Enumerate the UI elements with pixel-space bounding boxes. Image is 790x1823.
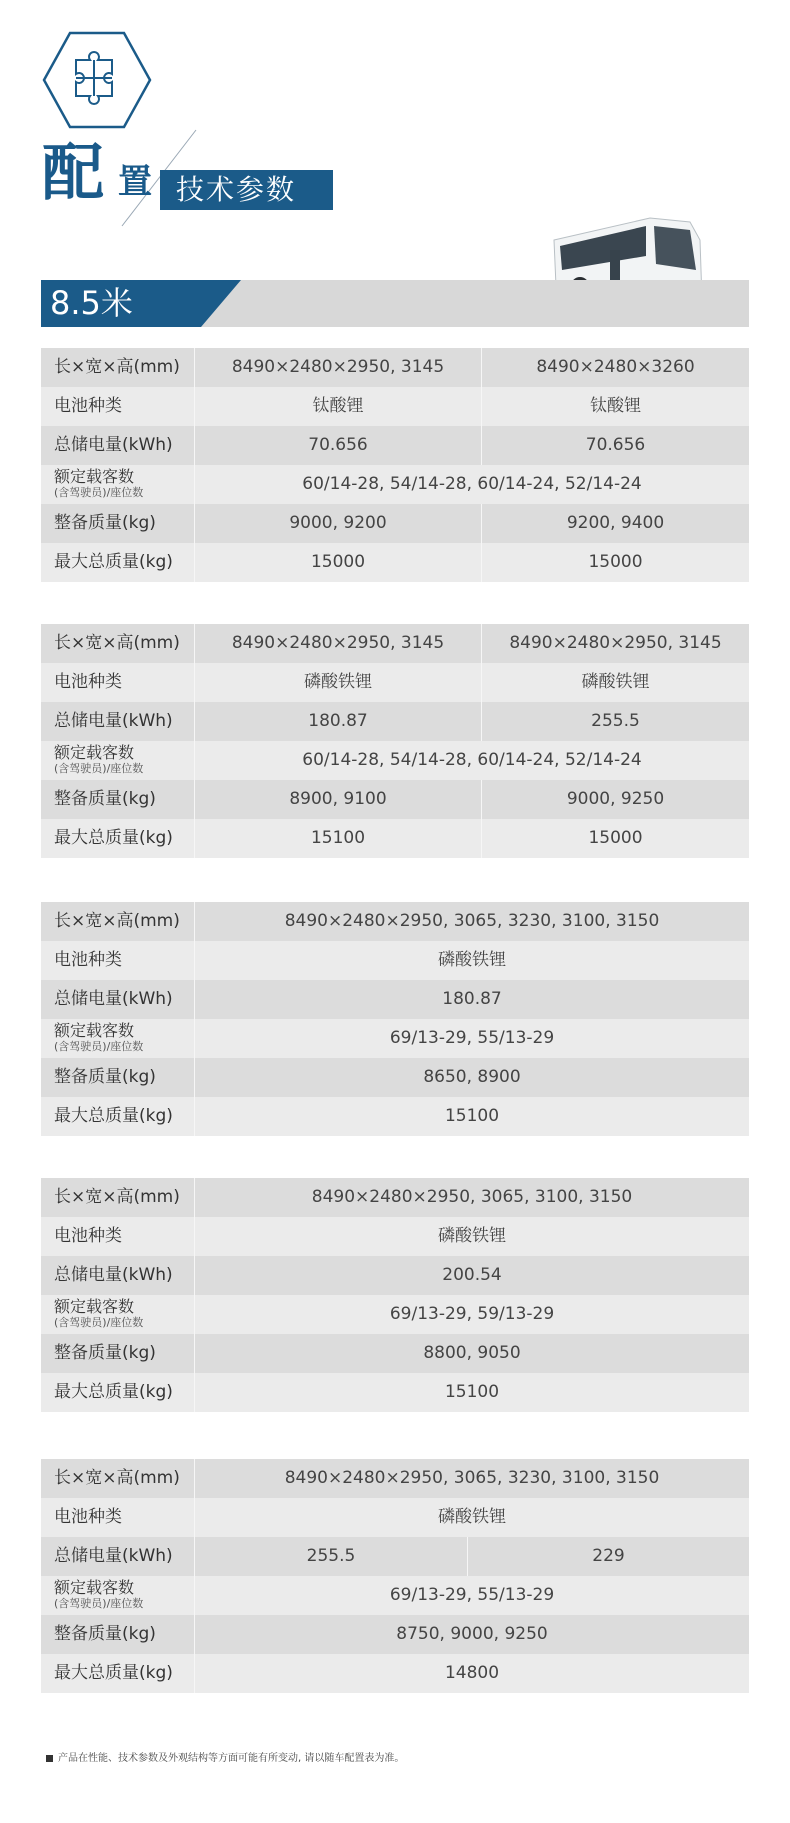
spec-table-2 bbox=[41, 624, 749, 858]
table-row bbox=[41, 624, 749, 663]
table-row bbox=[41, 819, 749, 858]
row-label: 电池种类 bbox=[41, 1217, 195, 1256]
row-label: 长×宽×高(mm) bbox=[41, 1178, 195, 1217]
row-label: 电池种类 bbox=[41, 387, 195, 426]
table-row bbox=[41, 465, 749, 504]
row-label: 电池种类 bbox=[41, 663, 195, 702]
row-label: 最大总质量(kg) bbox=[41, 1373, 195, 1412]
bullet-square-icon bbox=[46, 1755, 53, 1762]
row-label: 电池种类 bbox=[41, 1498, 195, 1537]
table-row bbox=[41, 1334, 749, 1373]
row-value: 15000 bbox=[481, 819, 749, 858]
row-label: 整备质量(kg) bbox=[41, 1615, 195, 1654]
table-row bbox=[41, 426, 749, 465]
row-value: 255.5 bbox=[306, 1546, 356, 1566]
table-row bbox=[41, 1256, 749, 1295]
row-value: 15100 bbox=[444, 1382, 500, 1402]
row-value: 15100 bbox=[444, 1106, 500, 1126]
title-main: 配 bbox=[42, 136, 101, 209]
row-value: 8490×2480×2950, 3065, 3230, 3100, 3150 bbox=[284, 911, 660, 931]
row-value: 180.87 bbox=[308, 711, 368, 731]
row-value: 14800 bbox=[444, 1663, 500, 1683]
row-value: 70.656 bbox=[481, 426, 749, 465]
row-value: 9000, 9200 bbox=[289, 513, 387, 533]
row-value: 15000 bbox=[310, 552, 366, 572]
row-label bbox=[41, 741, 195, 780]
row-value: 200.54 bbox=[442, 1265, 502, 1285]
row-label: 总储电量(kWh) bbox=[41, 1256, 195, 1295]
spec-table-4 bbox=[41, 1178, 749, 1412]
table-row bbox=[41, 941, 749, 980]
puzzle-hexagon-icon bbox=[42, 30, 152, 130]
row-label: 电池种类 bbox=[41, 941, 195, 980]
row-label-main: 额定载客数 bbox=[54, 743, 135, 762]
table-row bbox=[41, 702, 749, 741]
row-label: 长×宽×高(mm) bbox=[41, 348, 195, 387]
row-value: 磷酸铁锂 bbox=[304, 672, 372, 692]
footnote-text: 产品在性能、技术参数及外观结构等方面可能有所变动, 请以随车配置表为准。 bbox=[58, 1753, 405, 1764]
row-value: 钛酸锂 bbox=[481, 387, 749, 426]
table-row bbox=[41, 1615, 749, 1654]
row-value: 229 bbox=[467, 1537, 749, 1576]
row-value: 9000, 9250 bbox=[481, 780, 749, 819]
row-value: 60/14-28, 54/14-28, 60/14-24, 52/14-24 bbox=[302, 474, 642, 494]
table-row bbox=[41, 980, 749, 1019]
table-row bbox=[41, 1498, 749, 1537]
row-label: 最大总质量(kg) bbox=[41, 1654, 195, 1693]
row-value: 8490×2480×2950, 3065, 3230, 3100, 3150 bbox=[284, 1468, 660, 1488]
row-value: 8490×2480×2950, 3145 bbox=[481, 624, 749, 663]
table-row bbox=[41, 543, 749, 582]
table-row bbox=[41, 780, 749, 819]
table-row bbox=[41, 1576, 749, 1615]
spec-table-5 bbox=[41, 1459, 749, 1693]
row-label: 整备质量(kg) bbox=[41, 780, 195, 819]
table-row bbox=[41, 1058, 749, 1097]
row-label-main: 额定载客数 bbox=[54, 1021, 135, 1040]
row-value: 8650, 8900 bbox=[423, 1067, 521, 1087]
row-value: 9200, 9400 bbox=[481, 504, 749, 543]
table-row bbox=[41, 1654, 749, 1693]
row-value: 8490×2480×3260 bbox=[481, 348, 749, 387]
row-label: 长×宽×高(mm) bbox=[41, 902, 195, 941]
row-value: 磷酸铁锂 bbox=[481, 663, 749, 702]
row-label: 总储电量(kWh) bbox=[41, 702, 195, 741]
row-label: 总储电量(kWh) bbox=[41, 980, 195, 1019]
row-value: 磷酸铁锂 bbox=[438, 1507, 506, 1527]
table-row bbox=[41, 348, 749, 387]
row-label: 整备质量(kg) bbox=[41, 1334, 195, 1373]
row-label-sub: (含驾驶员)/座位数 bbox=[54, 1316, 144, 1329]
row-value: 8490×2480×2950, 3065, 3100, 3150 bbox=[311, 1187, 633, 1207]
row-label: 整备质量(kg) bbox=[41, 1058, 195, 1097]
row-value: 8900, 9100 bbox=[289, 789, 387, 809]
row-value: 180.87 bbox=[442, 989, 502, 1009]
row-label: 长×宽×高(mm) bbox=[41, 624, 195, 663]
table-row bbox=[41, 1295, 749, 1334]
table-row bbox=[41, 1217, 749, 1256]
table-row bbox=[41, 1019, 749, 1058]
row-value: 8800, 9050 bbox=[423, 1343, 521, 1363]
row-value: 磷酸铁锂 bbox=[438, 1226, 506, 1246]
row-label: 总储电量(kWh) bbox=[41, 426, 195, 465]
table-row bbox=[41, 1178, 749, 1217]
row-value: 69/13-29, 55/13-29 bbox=[389, 1028, 555, 1048]
row-value: 8490×2480×2950, 3145 bbox=[231, 633, 445, 653]
row-label bbox=[41, 1576, 195, 1615]
footnote bbox=[46, 1749, 404, 1764]
row-value: 15100 bbox=[310, 828, 366, 848]
row-label-main: 额定载客数 bbox=[54, 1578, 135, 1597]
table-row bbox=[41, 504, 749, 543]
row-value: 70.656 bbox=[308, 435, 368, 455]
table-row bbox=[41, 1097, 749, 1136]
row-label-sub: (含驾驶员)/座位数 bbox=[54, 486, 144, 499]
table-row bbox=[41, 1373, 749, 1412]
row-value: 磷酸铁锂 bbox=[438, 950, 506, 970]
row-label-main: 额定载客数 bbox=[54, 467, 135, 486]
row-label bbox=[41, 1019, 195, 1058]
row-label-sub: (含驾驶员)/座位数 bbox=[54, 762, 144, 775]
row-label: 整备质量(kg) bbox=[41, 504, 195, 543]
row-label: 总储电量(kWh) bbox=[41, 1537, 195, 1576]
title-second: 置 bbox=[118, 162, 152, 202]
row-value: 69/13-29, 55/13-29 bbox=[389, 1585, 555, 1605]
row-label-main: 额定载客数 bbox=[54, 1297, 135, 1316]
table-row bbox=[41, 741, 749, 780]
table-row bbox=[41, 902, 749, 941]
row-label: 最大总质量(kg) bbox=[41, 543, 195, 582]
table-row bbox=[41, 663, 749, 702]
row-label-sub: (含驾驶员)/座位数 bbox=[54, 1040, 144, 1053]
title-band: 技术参数 bbox=[160, 170, 333, 210]
row-label: 最大总质量(kg) bbox=[41, 819, 195, 858]
row-value: 69/13-29, 59/13-29 bbox=[389, 1304, 555, 1324]
row-label: 长×宽×高(mm) bbox=[41, 1459, 195, 1498]
row-value: 8490×2480×2950, 3145 bbox=[231, 357, 445, 377]
table-row bbox=[41, 1459, 749, 1498]
spec-table-3 bbox=[41, 902, 749, 1136]
row-value: 钛酸锂 bbox=[312, 396, 364, 416]
row-value: 255.5 bbox=[481, 702, 749, 741]
spec-table-1 bbox=[41, 348, 749, 582]
model-length-label: 8.5米 bbox=[50, 284, 133, 322]
row-label-sub: (含驾驶员)/座位数 bbox=[54, 1597, 144, 1610]
table-row bbox=[41, 387, 749, 426]
row-label bbox=[41, 465, 195, 504]
row-value: 15000 bbox=[481, 543, 749, 582]
row-label bbox=[41, 1295, 195, 1334]
row-label: 最大总质量(kg) bbox=[41, 1097, 195, 1136]
row-value: 60/14-28, 54/14-28, 60/14-24, 52/14-24 bbox=[302, 750, 642, 770]
table-row bbox=[41, 1537, 749, 1576]
row-value: 8750, 9000, 9250 bbox=[396, 1624, 548, 1644]
